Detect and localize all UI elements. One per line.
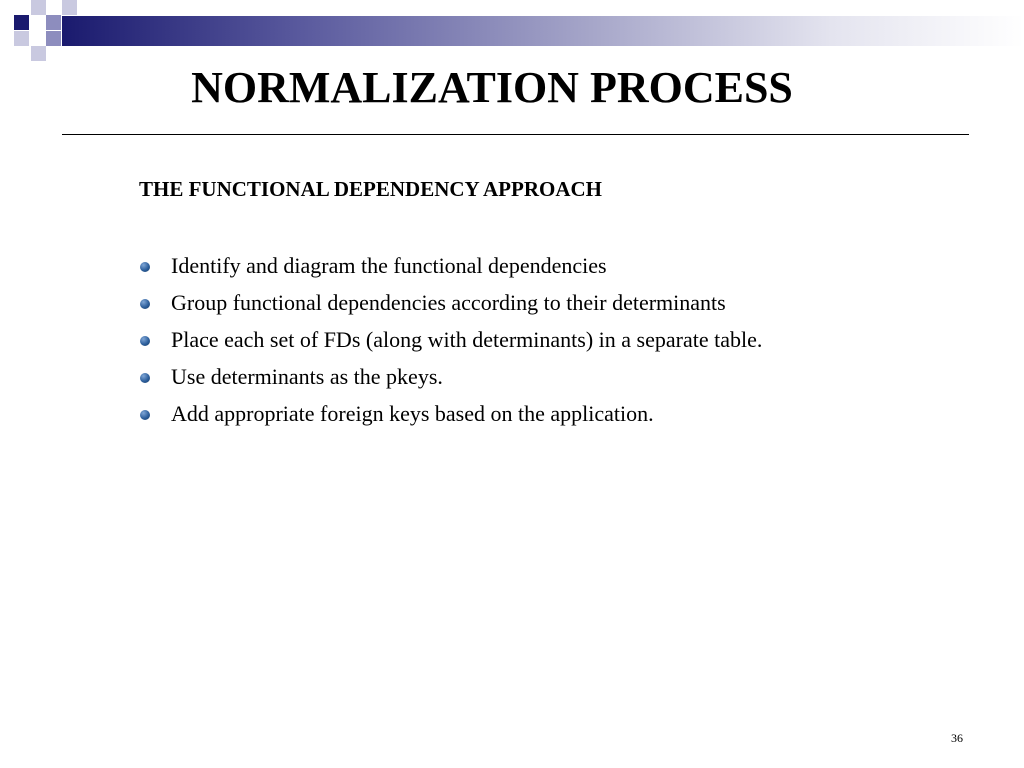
bullet-text: Use determinants as the pkeys. bbox=[171, 364, 443, 389]
slide-subheading: THE FUNCTIONAL DEPENDENCY APPROACH bbox=[139, 177, 603, 201]
bullet-text: Identify and diagram the functional dependencies bbox=[171, 253, 607, 278]
bullet-item bbox=[139, 361, 762, 398]
decor-square bbox=[31, 46, 46, 61]
bullet-icon bbox=[140, 336, 150, 346]
bullet-text: Group functional dependencies according to their determinants bbox=[171, 290, 726, 315]
decor-square bbox=[14, 15, 29, 30]
header-gradient-bar bbox=[62, 16, 1024, 46]
title-divider bbox=[62, 134, 969, 135]
header-decoration bbox=[0, 0, 1024, 64]
decor-square bbox=[46, 15, 61, 30]
bullet-item bbox=[139, 287, 762, 324]
decor-square bbox=[62, 0, 77, 15]
bullet-item bbox=[139, 324, 762, 361]
bullet-text: Add appropriate foreign keys based on the application. bbox=[171, 401, 654, 426]
bullet-item bbox=[139, 398, 762, 435]
decor-square bbox=[46, 31, 61, 46]
bullet-icon bbox=[140, 262, 150, 272]
bullet-icon bbox=[140, 410, 150, 420]
page-number: 36 bbox=[951, 731, 963, 745]
bullet-item bbox=[139, 250, 762, 287]
bullet-icon bbox=[140, 373, 150, 383]
decor-square bbox=[31, 0, 46, 15]
bullet-text: Place each set of FDs (along with determinants) in a separate table. bbox=[171, 327, 763, 352]
bullet-icon bbox=[140, 299, 150, 309]
bullet-list bbox=[139, 250, 762, 435]
slide-title: NORMALIZATION PROCESS bbox=[191, 63, 793, 112]
decor-square bbox=[14, 31, 29, 46]
